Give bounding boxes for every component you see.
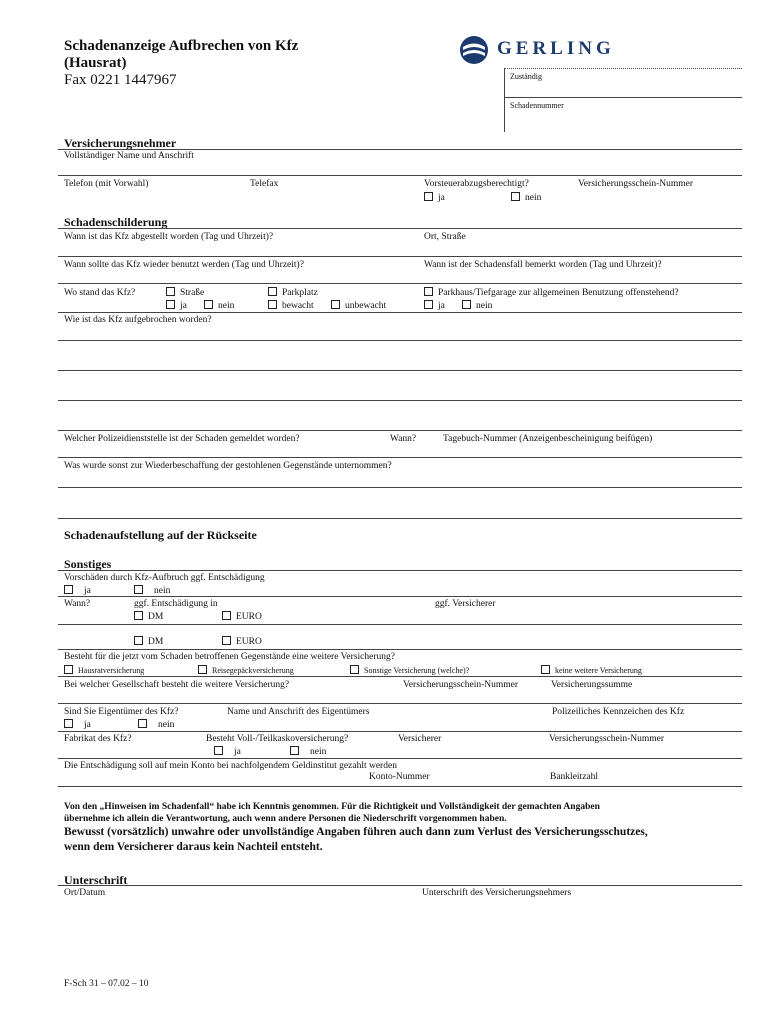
section-schadenschilderung: Schadenschilderung [64, 215, 168, 229]
fabrikat-field[interactable]: Fabrikat des Kfz? [64, 734, 132, 744]
section-versicherungsnehmer: Versicherungsnehmer [64, 136, 177, 150]
ggf-entschaedigung-label: ggf. Entschädigung in [134, 599, 218, 609]
gesellschaft-field[interactable]: Bei welcher Gesellschaft besteht die weitere Versicherung? [64, 680, 290, 690]
checkbox[interactable] [64, 665, 73, 674]
checkbox[interactable] [64, 719, 73, 728]
checkbox[interactable] [350, 665, 359, 674]
vorschaeden-ja-option[interactable]: ja [64, 585, 91, 596]
tagebuch-field[interactable]: Tagebuch-Nummer (Anzeigenbescheinigung beifügen) [443, 434, 653, 444]
checkbox[interactable] [462, 300, 471, 309]
checkbox[interactable] [222, 611, 231, 620]
gerling-logo [458, 34, 490, 71]
bewacht-option[interactable]: bewacht [268, 300, 314, 311]
gerling-logo-text: GERLING [497, 38, 615, 59]
telefon-field[interactable]: Telefon (mit Vorwahl) [64, 179, 149, 189]
wann-benutzt-field[interactable]: Wann sollte das Kfz wieder benutzt werden (Tag und Uhrzeit)? [64, 260, 304, 270]
fax-number: Fax 0221 1447967 [64, 72, 177, 88]
eigentuemer-label: Sind Sie Eigentümer des Kfz? [64, 707, 179, 717]
checkbox[interactable] [424, 300, 433, 309]
checkbox[interactable] [134, 585, 143, 594]
parkhaus-nein-option[interactable]: nein [462, 300, 492, 311]
checkbox[interactable] [222, 636, 231, 645]
versicherer-field[interactable]: Versicherer [398, 734, 442, 744]
unterschrift-vn-field[interactable]: Unterschrift des Versicherungsnehmers [422, 888, 572, 898]
sonstige-option[interactable]: Sonstige Versicherung (welche)? [350, 665, 469, 675]
vs-summe-field[interactable]: Versicherungssumme [551, 680, 633, 690]
konto-label: Die Entschädigung soll auf mein Konto bei nachfolgendem Geldinstitut gezahlt werden [64, 761, 397, 771]
vollkasko-nein-option[interactable]: nein [290, 746, 326, 757]
checkbox[interactable] [424, 192, 433, 201]
parkplatz-option[interactable]: Parkplatz [268, 287, 318, 298]
eigentuemer-ja-option[interactable]: ja [64, 719, 91, 730]
checkbox[interactable] [268, 287, 277, 296]
form-number: F-Sch 31 – 07.02 – 10 [64, 979, 149, 989]
hinweis-warning-line2: wenn dem Versicherer daraus kein Nachteil entsteht. [64, 841, 323, 853]
vorschaeden-label: Vorschäden durch Kfz-Aufbruch ggf. Entschädigung [64, 573, 265, 583]
euro-option-2[interactable]: EURO [222, 636, 262, 647]
checkbox[interactable] [166, 300, 175, 309]
hausrat-option[interactable]: Hausratversicherung [64, 665, 144, 675]
polizei-wann-field[interactable]: Wann? [390, 434, 417, 444]
strasse-ja-option[interactable]: ja [166, 300, 187, 311]
vorsteuer-ja-option[interactable]: ja [424, 192, 445, 203]
form-title-line2: (Hausrat) [64, 55, 127, 71]
checkbox[interactable] [331, 300, 340, 309]
unbewacht-option[interactable]: unbewacht [331, 300, 386, 311]
checkbox[interactable] [268, 300, 277, 309]
parkhaus-ja-option[interactable]: ja [424, 300, 445, 311]
schadenaufstellung-note: Schadenaufstellung auf der Rückseite [64, 528, 257, 542]
strasse-option[interactable]: Straße [166, 287, 204, 298]
ort-strasse-field[interactable]: Ort, Straße [424, 232, 466, 242]
polizei-field[interactable]: Welcher Polizeidienststelle ist der Schaden gemeldet worden? [64, 434, 300, 444]
checkbox[interactable] [204, 300, 213, 309]
wann-bemerkt-field[interactable]: Wann ist der Schadensfall bemerkt worden (Tag und Uhrzeit)? [424, 260, 662, 270]
gerling-logo-icon [458, 34, 490, 66]
form-title-line1: Schadenanzeige Aufbrechen von Kfz [64, 38, 299, 54]
dm-option-1[interactable]: DM [134, 611, 163, 622]
vorschaeden-nein-option[interactable]: nein [134, 585, 170, 596]
ggf-versicherer-field[interactable]: ggf. Versicherer [435, 599, 496, 609]
hinweis-warning-line1: Bewusst (vorsätzlich) unwahre oder unvollständige Angaben führen auch dann zum Verlust des Versicherungsschutzes, [64, 826, 648, 838]
vorsteuer-nein-option[interactable]: nein [511, 192, 541, 203]
eigentuemer-nein-option[interactable]: nein [138, 719, 174, 730]
checkbox[interactable] [134, 636, 143, 645]
strasse-nein-option[interactable]: nein [204, 300, 234, 311]
bankleitzahl-field[interactable]: Bankleitzahl [550, 772, 599, 782]
parkhaus-option[interactable]: Parkhaus/Tiefgarage zur allgemeinen Benutzung offenstehend? [424, 287, 679, 298]
ort-datum-field[interactable]: Ort/Datum [64, 888, 106, 898]
checkbox[interactable] [134, 611, 143, 620]
section-unterschrift: Unterschrift [64, 873, 128, 887]
wie-aufgebrochen-field[interactable]: Wie ist das Kfz aufgebrochen worden? [64, 315, 212, 325]
konto-nummer-field[interactable]: Konto-Nummer [369, 772, 430, 782]
weitere-versicherung-label: Besteht für die jetzt vom Schaden betroffenen Gegenstände eine weitere Versicherung? [64, 652, 395, 662]
vs-nummer-field[interactable]: Versicherungsschein-Nummer [578, 179, 694, 189]
wiederbeschaffung-field[interactable]: Was wurde sonst zur Wiederbeschaffung der gestohlenen Gegenstände unternommen? [64, 461, 392, 471]
vorschaden-wann-field[interactable]: Wann? [64, 599, 91, 609]
vollkasko-label: Besteht Voll-/Teilkaskoversicherung? [206, 734, 349, 744]
kasko-vs-nummer-field[interactable]: Versicherungsschein-Nummer [549, 734, 665, 744]
weitere-vs-nummer-field[interactable]: Versicherungsschein-Nummer [403, 680, 519, 690]
dm-option-2[interactable]: DM [134, 636, 163, 647]
hinweis-line2: übernehme ich allein die Verantwortung, auch wenn andere Personen die Niederschrift vorgenommen haben. [64, 814, 507, 824]
section-sonstiges: Sonstiges [64, 557, 112, 571]
zustaendig-label: Zuständig [510, 72, 542, 81]
name-anschrift-field[interactable]: Vollständiger Name und Anschrift [64, 151, 194, 161]
wo-stand-label: Wo stand das Kfz? [64, 288, 136, 298]
wann-abgestellt-field[interactable]: Wann ist das Kfz abgestellt worden (Tag und Uhrzeit)? [64, 232, 274, 242]
checkbox[interactable] [64, 585, 73, 594]
checkbox[interactable] [214, 746, 223, 755]
vorsteuer-label: Vorsteuerabzugsberechtigt? [424, 179, 529, 189]
euro-option-1[interactable]: EURO [222, 611, 262, 622]
checkbox[interactable] [198, 665, 207, 674]
telefax-field[interactable]: Telefax [250, 179, 279, 189]
checkbox[interactable] [511, 192, 520, 201]
name-eigentuemer-field[interactable]: Name und Anschrift des Eigentümers [227, 707, 370, 717]
schadennummer-label: Schadennummer [510, 101, 564, 110]
checkbox[interactable] [541, 665, 550, 674]
reisegepaeck-option[interactable]: Reisegepäckversicherung [198, 665, 294, 675]
checkbox[interactable] [166, 287, 175, 296]
hinweis-line1: Von den „Hinweisen im Schadenfall“ habe ich Kenntnis genommen. Für die Richtigkeit und Vollständigkeit der gemachten Angaben [64, 802, 600, 812]
kennzeichen-field[interactable]: Polizeiliches Kennzeichen des Kfz [552, 707, 685, 717]
keine-option[interactable]: keine weitere Versicherung [541, 665, 642, 675]
checkbox[interactable] [290, 746, 299, 755]
checkbox[interactable] [424, 287, 433, 296]
vollkasko-ja-option[interactable]: ja [214, 746, 241, 757]
checkbox[interactable] [138, 719, 147, 728]
